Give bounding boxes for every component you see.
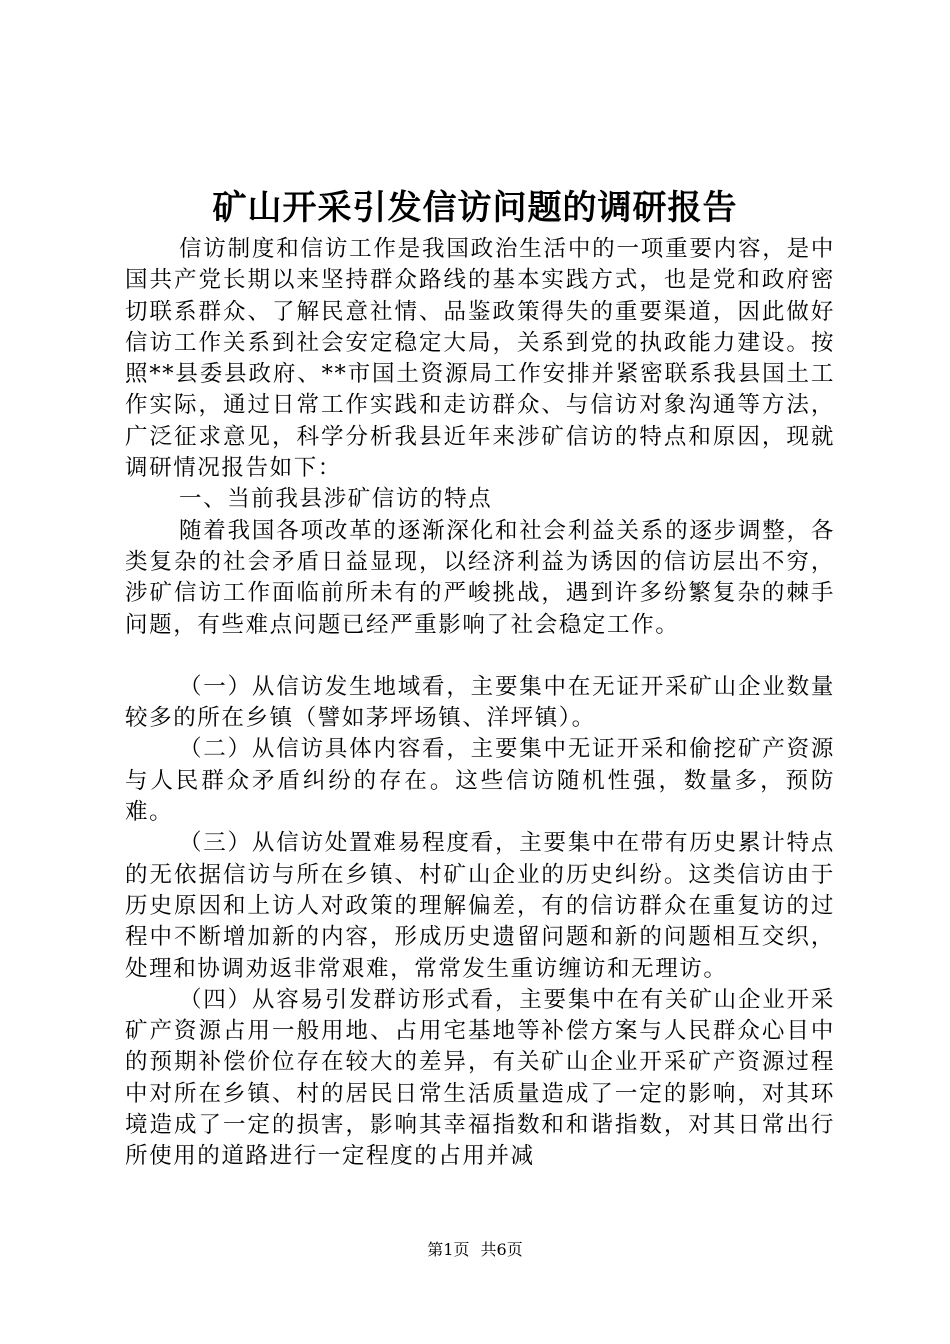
paragraph-point-4: （四）从容易引发群访形式看，主要集中在有关矿山企业开采矿产资源占用一般用地、占用宅基地等补偿方案与人民群众心目中的预期补偿价位存在较大的差异，有关矿山企业开采矿产资源过程中对所在乡镇、村的居民日常生活质量造成了一定的影响，对其环境造成了一定的损害，影响其幸福指数和和谐指数，对其日常出行所使用的道路进行一定程度的占用并减 [125,986,835,1170]
paragraph-point-2: （二）从信访具体内容看，主要集中无证开采和偷挖矿产资源与人民群众矛盾纠纷的存在。这些信访随机性强，数量多，预防难。 [125,736,835,826]
paragraph-intro: 信访制度和信访工作是我国政治生活中的一项重要内容，是中国共产党长期以来坚持群众路线的基本实践方式，也是党和政府密切联系群众、了解民意社情、品鉴政策得失的重要渠道，因此做好信访工作关系到社会安定稳定大局，关系到党的执政能力建设。按照**县委县政府、**市国土资源局工作安排并紧密联系我县国土工作实际，通过日常工作实践和走访群众、与信访对象沟通等方法，广泛征求意见，科学分析我县近年来涉矿信访的特点和原因，现就调研情况报告如下： [125,236,835,482]
page-total: 共6页 [480,1240,523,1259]
page-footer [0,1239,950,1261]
paragraph-point-3: （三）从信访处置难易程度看，主要集中在带有历史累计特点的无依据信访与所在乡镇、村矿山企业的历史纠纷。这类信访由于历史原因和上访人对政策的理解偏差，有的信访群众在重复访的过程中不断增加新的内容，形成历史遗留问题和新的问题相互交织，处理和协调劝返非常艰难，常常发生重访缠访和无理访。 [125,830,835,982]
paragraph-point-1: （一）从信访发生地域看，主要集中在无证开采矿山企业数量较多的所在乡镇（譬如茅坪场镇、洋坪镇）。 [125,673,835,732]
section-heading: 一、当前我县涉矿信访的特点 [179,486,493,513]
document-body [125,234,835,1173]
document-title: 矿山开采引发信访问题的调研报告 [212,188,738,228]
page-number: 第1页 [427,1240,470,1259]
paragraph-context: 随着我国各项改革的逐渐深化和社会利益关系的逐步调整，各类复杂的社会矛盾日益显现，以经济利益为诱因的信访层出不穷，涉矿信访工作面临前所未有的严峻挑战，遇到许多纷繁复杂的棘手问题，有些难点问题已经严重影响了社会稳定工作。 [125,517,835,638]
